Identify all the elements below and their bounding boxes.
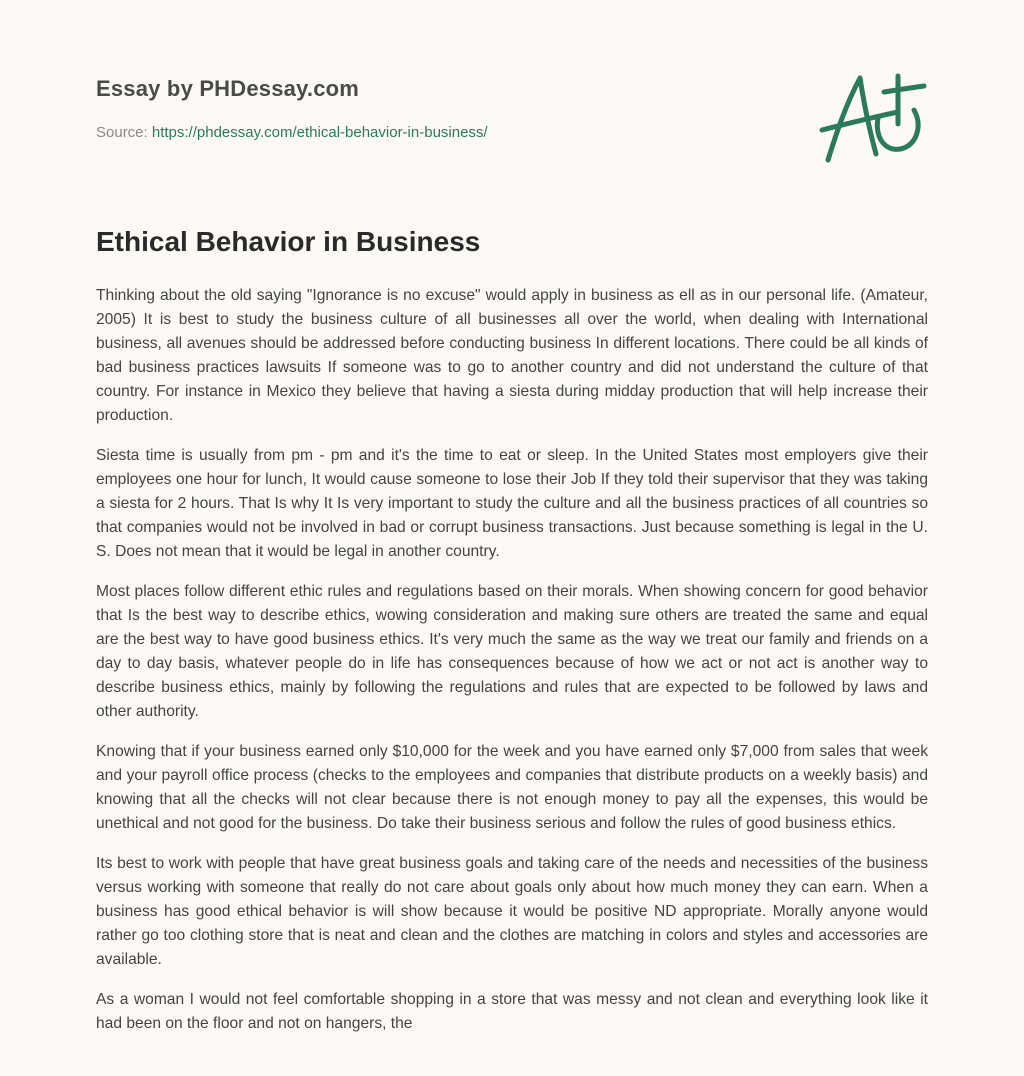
a-plus-logo-icon [818,68,930,168]
essay-paragraph: Thinking about the old saying "Ignorance is no excuse" would apply in business as ell as in our personal life. (Amateur, 2005) It is best to study the business culture of all businesses all over the world, when dealing with International business, all avenues should be addressed before conducting business In different locations. There could be all kinds of bad business practices lawsuits If someone was to go to another country and did not understand the culture of that country. For instance in Mexico they believe that having a siesta during midday production that will help increase their production. [96,287,928,424]
essay-paragraph: Most places follow different ethic rules and regulations based on their morals. When showing concern for good behavior that Is the best way to describe ethics, wowing consideration and making sure others are treated the same and equal are the best way to have good business ethics. It's very much the same as the way we treat our family and friends on a day to day basis, whatever people do in life has consequences because of how we act or not act is another way to describe business ethics, mainly by following the regulations and rules that are expected to be followed by laws and other authority. [96,583,928,720]
site-title: Essay by PHDessay.com [96,76,360,101]
essay-paragraph: As a woman I would not feel comfortable shopping in a store that was messy and not clean and everything look like it had been on the floor and not on hangers, the [96,991,928,1032]
source-label: Source: [96,124,148,141]
essay-paragraph: Siesta time is usually from pm - pm and it's the time to eat or sleep. In the United States most employers give their employees one hour for lunch, It would cause someone to lose their Job If they told their supervisor that they was taking a siesta for 2 hours. That Is why It Is very important to study the culture and all the business practices of all countries so that companies would not be involved in bad or corrupt business transactions. Just because something is legal in the U. S. Does not mean that it would be legal in another country. [96,447,928,560]
source-line [96,124,488,141]
essay-paragraph: Its best to work with people that have great business goals and taking care of the needs and necessities of the business versus working with someone that really do not care about goals only about how much money they can earn. When a business has good ethical behavior is will show because it would be positive ND appropriate. Morally anyone would rather go too clothing store that is neat and clean and the clothes are matching in colors and styles and accessories are available. [96,855,928,968]
essay-body [96,284,928,1052]
source-link[interactable]: https://phdessay.com/ethical-behavior-in-business/ [151,124,488,141]
essay-title: Ethical Behavior in Business [96,226,481,257]
essay-paragraph: Knowing that if your business earned only $10,000 for the week and you have earned only $7,000 from sales that week and your payroll office process (checks to the employees and companies that distribute products on a weekly basis) and knowing that all the checks will not clear because there is not enough money to pay all the expenses, this would be unethical and not good for the business. Do take their business serious and follow the rules of good business ethics. [96,743,928,832]
